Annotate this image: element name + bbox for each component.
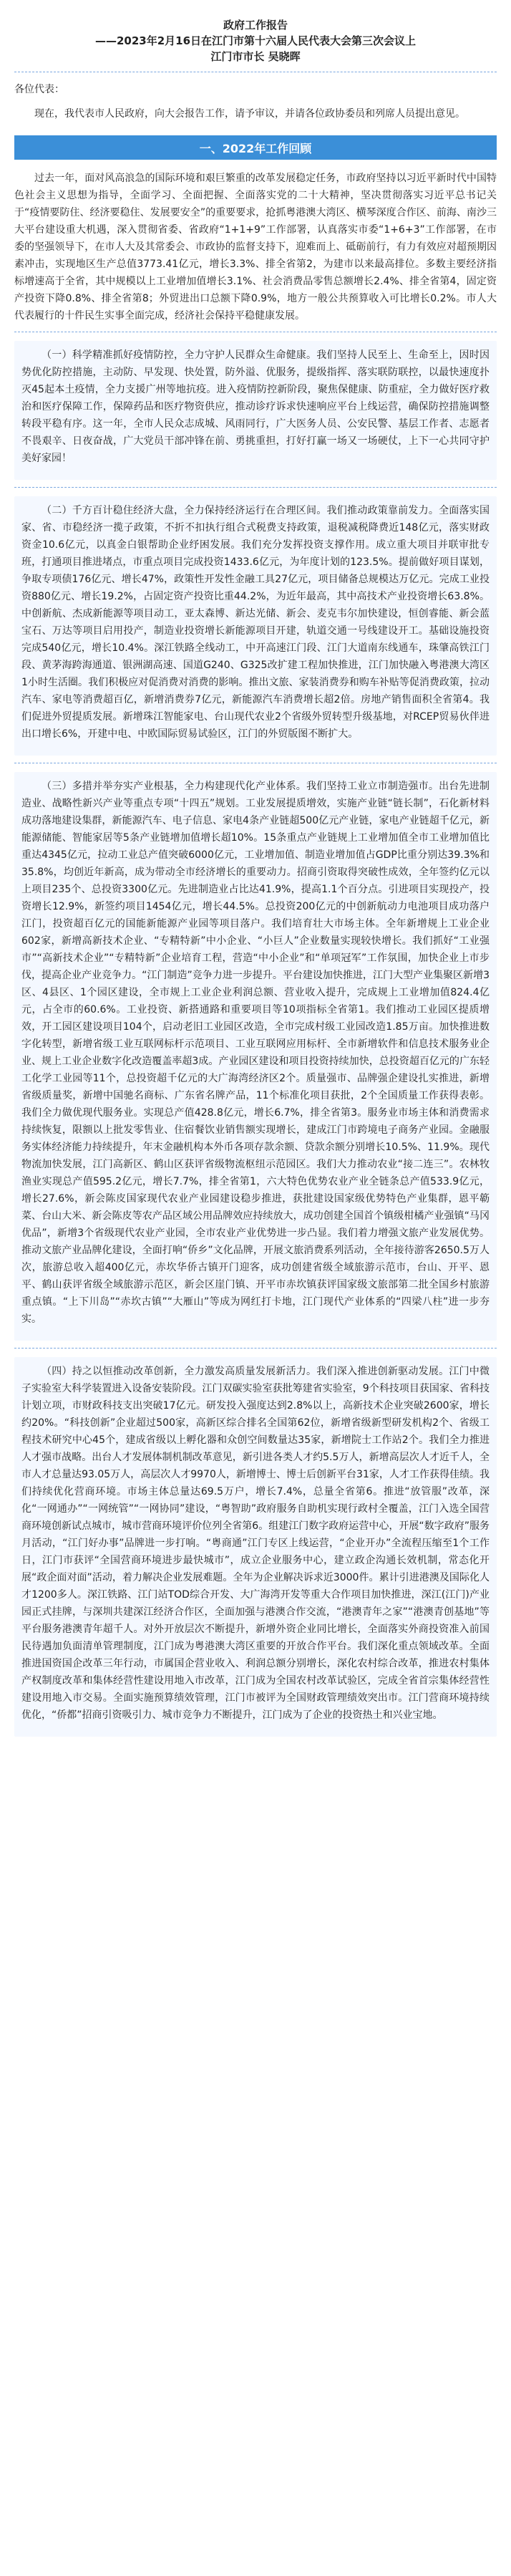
overview-paragraph: 过去一年，面对风高浪急的国际环境和艰巨繁重的改革发展稳定任务，市政府坚持以习近平新时代中国特色社会主义思想为指导，全面学习、全面把握、全面落实党的二十大精神，坚决贯彻落实习近平总书记关于“疫情要防住、经济要稳住、发展要安全”的重要要求，抢抓粤港澳大湾区、横琴深度合作区、前海、南沙三大平台建设重大机遇，深入贯彻省委、省政府“1+1+9”工作部署，认真落实市委“1+6+3”工作部署，在市委的坚强领导下，在市人大及其常委会、市政协的监督支持下，迎难而上、砥砺前行，有力有效应对超预期因素冲击，实现地区生产总值3773.41亿元，增长3.3%、排全省第2，为建市以来最高排位。多数主要经济指标增速高于全省，其中规模以上工业增加值增长3.1%、社会消费品零售总额增长2.4%、排全省第4，固定资产投资下降0.8%、排全省第8；外贸进出口总额下降0.9%，地方一般公共预算收入可比增长0.2%。市人大代表履行的十件民生实事全面完成，经济社会保持平稳健康发展。 bbox=[14, 173, 497, 322]
block-text: （三）多措并举夯实产业根基，全力构建现代化产业体系。我们坚持工业立市制造强市。出台先进制造业、战略性新兴产业等重点专项“十四五”规划。工业发展提质增效，实施产业链“链长制”，石化新材料成功落地建设集群，新能源汽车、电子信息、家电4条产业链超500亿元产业链，家电产业链超千亿元，新能源储能、智能家居等5条产业链增加值增长超10%。15条重点产业链规上工业增加值全市工业增加值比重达4345亿元，拉动工业总产值突破6000亿元，工业增加值、制造业增加值占GDP比重分别达39.3%和35.8%，均创近年新高，成为带动全市经济增长的重要动力。招商引资取得突破性成效，全年签约亿元以上项目235个、总投资3300亿元。先进制造业占比达41.9%，提高1.1个百分点。引进项目实现投产，投资增长12.9%，新签约项目1454亿元，增长44.5%。总投资200亿元的中创新航动力电池项目成功落户江门，投资超百亿元的国能新能源产业园等项目落户。我们培育壮大市场主体。全年新增规上工业企业602家，新增高新技术企业、“专精特新”中小企业、“小巨人”企业数量实现较快增长。我们抓好“工业强市”“高新技术企业”“专精特新”企业培育工程，营造“中小企业”和“单项冠军”工作氛围，加快企业上市步伐，提高企业产业竞争力。“江门制造”竞争力进一步提升。平台建设加快推进，江门大型产业集聚区新增3区、4县区、1个园区建设，全市规上工业企业利润总额、营业收入提升，完成规上工业增加值824.4亿元，占全市的60.6%。工业投资、新搭通路和重要项目等10项指标全省第1。我们推动工业园区提质增效，开工园区建设项目104个，启动老旧工业园区改造，全市完成村级工业园改造1.85万亩。加快推进数字化转型，新增省级工业互联网标杆示范项目、工业互联网应用标杆、全市新增软件和信息技术服务业企业、规上工业企业数字化改造覆盖率超3成。产业园区建设和项目投资持续加快，总投资超百亿元的广东轻工化学工业园等11个，总投资超千亿元的大广海湾经济区2个。质量强市、品牌强企建设扎实推进，新增省级质量奖，新增中国驰名商标、广东省名牌产品，11个标准化项目获批，2个全国质量工作获得表彰。我们全力做优现代服务业。实现总产值428.8亿元，增长6.7%，排全省第3。服务业市场主体和消费需求持续恢复，限额以上批发零售业、住宿餐饮业销售额实现增长，建成江门市跨境电子商务产业园。金融服务实体经济能力持续提升，年末金融机构本外币各项存款余额、贷款余额分别增长10.5%、11.9%。现代物流加快发展，江门高新区、鹤山区获评省级物流枢纽示范园区。我们大力推动农业“接二连三”。农林牧渔业实现总产值595.2亿元，增长7.7%，排全省第1，六大特色优势农业产业全链条总产值533.9亿元，增长27.6%，新会陈皮国家现代农业产业园建设稳步推进，获批建设国家级优势特色产业集群，恩平簕菜、台山大米、新会陈皮等农产品区域公用品牌效应持续放大，成功创建全国首个镇级柑橘产业强镇“马冈优品”，新增3个省级现代农业产业园，全市农业产业优势进一步凸显。我们着力增强文旅产业发展优势。推动文旅产业品牌化建设，全面打响“侨乡”文化品牌，开展文旅消费系列活动，全年接待游客2650.5万人次，旅游总收入超400亿元，赤坎华侨古镇开门迎客，成功创建省级全域旅游示范市，台山、开平、恩平、鹤山获评省级全域旅游示范区，新会区崖门镇、开平市赤坎镇获评国家级文旅部第二批全国乡村旅游重点镇。“上下川岛”“赤坎古镇”“大雁山”等成为网红打卡地，江门现代产业体系的“四梁八柱”进一步夯实。 bbox=[21, 781, 490, 1325]
divider bbox=[14, 1348, 497, 1349]
report-author: 江门市市长 吴晓晖 bbox=[210, 50, 301, 63]
divider bbox=[14, 487, 497, 488]
greeting: 各位代表： bbox=[14, 84, 64, 95]
block-industry-system bbox=[14, 772, 497, 1341]
block-reform-innovation bbox=[14, 1357, 497, 1737]
block-epidemic-control bbox=[14, 341, 497, 480]
report-subtitle: ——2023年2月16日在江门市第十六届人民代表大会第三次会议上 bbox=[94, 34, 417, 47]
block-text: （一）科学精准抓好疫情防控，全力守护人民群众生命健康。我们坚持人民至上、生命至上，因时因势优化防控措施，主动防、早发现、快处置，防外溢、优服务，提级指挥、落实联防联控，以最快速度扑灭45起本土疫情，全力支援广州等地抗疫。进入疫情防控新阶段，聚焦保健康、防重症，全力做好医疗救治和医疗保障工作，保障药品和医疗物资供应，推动诊疗诉求快速响应平台上线运营，确保防控措施调整转段平稳有序。这一年，全市人民众志成城、风雨同行，广大医务人员、公安民警、基层工作者、志愿者不畏艰辛、日夜奋战，广大党员干部冲锋在前、勇挑重担，打好打赢一场又一场硬仗，上下一心共同守护美好家园！ bbox=[21, 349, 490, 464]
section-title: 一、2022年工作回顾 bbox=[199, 141, 312, 155]
block-text: （二）千方百计稳住经济大盘，全力保持经济运行在合理区间。我们推动政策靠前发力。全面落实国家、省、市稳经济一揽子政策，不折不扣执行组合式税费支持政策，退税减税降费近148亿元，落实财政资金10.6亿元，以真金白银帮助企业纾困发展。我们充分发挥投资支撑作用。成立重大项目并联审批专班，打通项目推进堵点，市重点项目完成投资1433.6亿元，为年度计划的123.5%。提前做好项目谋划，争取专项债176亿元、增长47%，政策性开发性金融工具27亿元，项目储备总规模达万亿元。完成工业投资880亿元、增长19.2%，占固定资产投资比重44.2%，为近年最高，其中高技术产业投资增长63.8%。中创新航、杰成新能源等项目动工，亚太森博、新达光储、新会、麦克韦尔加快建设，恒创睿能、新会蓝宝石、万达等项目启用投产，制造业投资增长新能源项目开建，轨道交通一号线建设开工。基础设施投资完成540亿元，增长10.4%。深江铁路全线动工，中开高速江门段、江门大道南东线通车，珠肇高铁江门段、黄茅海跨海通道、银洲湖高速、国道G240、G325改扩建工程加快推进，江门加快融入粤港澳大湾区1小时生活圈。我们积极应对促消费对消费的影响。推出文旅、家装消费券和购车补贴等促消费政策，拉动汽车、家电等消费超百亿，新增消费券7亿元，新能源汽车消费增长超2倍。房地产销售面积全省第4。我们促进外贸提质发展。新增珠江智能家电、台山现代农业2个省级外贸转型升级基地，对RCEP贸易伙伴进出口增长6%，开建中电、中欧国际贸易试验区，江门的外贸版图不断扩大。 bbox=[21, 505, 490, 740]
intro-paragraph: 现在，我代表市人民政府，向大会报告工作，请予审议，并请各位政协委员和列席人员提出意见。 bbox=[34, 108, 465, 120]
report-title: 政府工作报告 bbox=[223, 19, 288, 32]
report-header bbox=[14, 17, 497, 64]
block-text: （四）持之以恒推动改革创新，全力激发高质量发展新活力。我们深入推进创新驱动发展。江门中微子实验室大科学装置进入设备安装阶段。江门双碳实验室获批筹建省实验室，9个科技项目获国家、省科技计划立项，市财政科技支出突破17亿元。研发投入强度达到2.8%以上，高新技术企业突破2600家，增长约20%。“科技创新”企业超过500家，高新区综合排名全国第62位，新增省级新型研发机构2个、省级工程技术研究中心45个，建成省级以上孵化器和众创空间数量达35家，新增院士工作站2个。我们全力推进人才强市战略。出台人才发展体制机制改革意见，新引进各类人才约5.5万人，新增高层次人才近千人，全市人才总量达93.05万人，高层次人才9970人，新增博士、博士后创新平台31家，人才工作获得佳绩。我们持续优化营商环境。市场主体总量达69.5万户，增长7.4%，总量全省第6。推进“放管服”改革，深化“一网通办”“一网统管”“一网协同”建设，“粤智助”政府服务自助机实现行政村全覆盖，江门入选全国营商环境创新试点城市，城市营商环境评价位列全省第6。组建江门数字政府运营中心，开展“数字政府”服务月活动，“江门好办事”品牌进一步打响。“粤商通”江门专区上线运营，“企业开办”全流程压缩至1个工作日，江门市获评“全国营商环境进步最快城市”，成立企业服务中心，建立政企沟通长效机制，常态化开展“政企面对面”活动，着力解决企业发展难题。全年为企业解决诉求近3000件。累计引进港澳及国际化人才1200多人。深江铁路、江门站TOD综合开发、大广海湾开发等重大合作项目加快推进，深江(江门)产业园正式挂牌，与深圳共建深江经济合作区，全面加强与港澳合作交流，“港澳青年之家”“港澳青创基地”等平台服务港澳青年超千人。对外开放层次不断提升，新增外资企业同比增长，全面落实外商投资准入前国民待遇加负面清单管理制度，江门成为粤港澳大湾区重要的开放合作平台。我们深化重点领域改革。全面推进国资国企改革三年行动，市属国企营业收入、利润总额分别增长，深化农村综合改革，推进农村集体产权制度改革和集体经营性建设用地入市改革，江门成为全国农村改革试验区，完成全省首宗集体经营性建设用地入市交易。全面实施预算绩效管理，江门市被评为全国财政管理绩效突出市。江门营商环境持续优化，“侨都”招商引资吸引力、城市竞争力不断提升，江门成为了企业的投资热土和兴业宝地。 bbox=[21, 1366, 490, 1721]
block-economy-stabilization bbox=[14, 496, 497, 756]
section-banner-2022-review bbox=[14, 135, 497, 160]
